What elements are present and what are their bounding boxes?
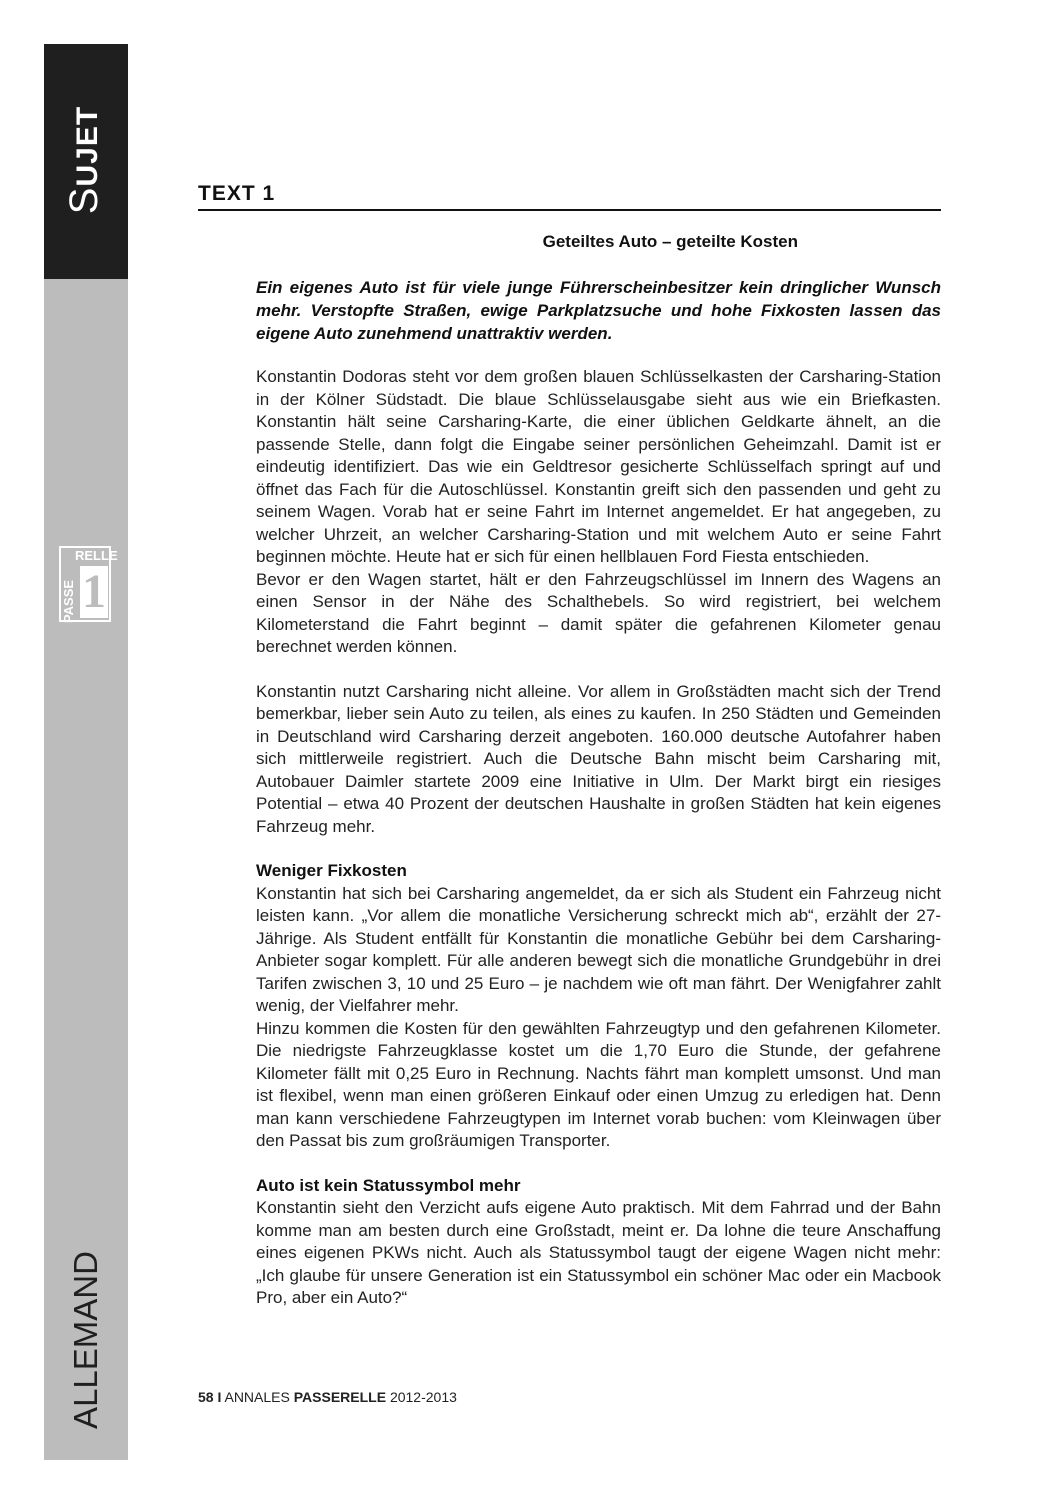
section-label: SUJET: [62, 105, 106, 215]
paragraph: Konstantin Dodoras steht vor dem großen blauen Schlüsselkasten der Carsharing-Station in der Kölner Südstadt. Die blaue Schlüsselausgabe sieht aus wie ein Briefkasten. Konstantin hält seine Carsharing-Karte, die einer üblichen Geldkarte ähnelt, an die passende Stelle, dann folgt die Eingabe seiner persönlichen Geheimzahl. Damit ist er eindeutig identifiziert. Das wie ein Geldtresor gesicherte Schlüsselfach springt auf und öffnet das Fach für die Autoschlüssel. Konstantin greift sich den passenden und geht zu seinem Wagen. Vorab hat er seine Fahrt im Internet angemeldet. Er hat angegeben, zu welcher Uhrzeit, an welcher Carsharing-Station und mit welchem Auto er seine Fahrt beginnen möchte. Heute hat er sich für einen hellblauen Ford Fiesta entschieden.: [256, 367, 941, 566]
paragraph: Konstantin nutzt Carsharing nicht alleine. Vor allem in Großstädten macht sich der Trend bemerkbar, lieber sein Auto zu teilen, als eines zu kaufen. In 250 Städten und Gemeinden in Deutschland wird Carsharing derzeit angeboten. 160.000 deutsche Autofahrer haben sich mittlerweile registriert. Auch die Deutsche Bahn mischt beim Carsharing mit, Autobauer Daimler startete 2009 eine Initiative in Ulm. Der Markt birgt ein riesiges Potential – etwa 40 Prozent der deutschen Haushalte in großen Städten hat kein eigenes Fahrzeug mehr.: [256, 681, 941, 836]
subject-label: ALLEMAND: [67, 1251, 104, 1429]
section-heading: Weniger Fixkosten: [256, 861, 407, 880]
text-heading: TEXT 1: [198, 182, 276, 205]
passerelle-logo: [59, 546, 118, 624]
article-lead: Ein eigenes Auto ist für viele junge Führerscheinbesitzer kein dringlicher Wunsch mehr. Verstopfte Straßen, ewige Parkplatzsuche und hohe Fixkosten lassen das eigene Auto zunehmend unattraktiv werden.: [256, 278, 941, 343]
paragraph: Konstantin hat sich bei Carsharing angemeldet, da er sich als Student ein Fahrzeug nicht leisten kann. „Vor allem die monatliche Versicherung schreckt mich ab“, erzählt der 27-Jährige. Als Student entfällt für Konstantin die monatliche Gebühr bei dem Carsharing-Anbieter sogar komplett. Für alle anderen bewegt sich die monatliche Grundgebühr in drei Tarifen zwischen 3, 10 und 25 Euro – je nachdem wie oft man fährt. Der Wenigfahrer zahlt wenig, der Vielfahrer mehr.: [256, 883, 941, 1015]
paragraph: Konstantin sieht den Verzicht aufs eigene Auto praktisch. Mit dem Fahrrad und der Bahn komme man am besten durch eine Großstadt, meint er. Da lohne die teure Anschaffung eines eigenen PKWs nicht. Auch als Statussymbol taugt der eigene Wagen nicht mehr: „Ich glaube für unsere Generation ist ein Statussymbol ein schöner Mac oder ein Macbook Pro, aber ein Auto?“: [256, 1198, 941, 1307]
section-heading: Auto ist kein Statussymbol mehr: [256, 1175, 521, 1195]
footer-years: 2012-2013: [389, 1389, 457, 1405]
footer-separator: I: [217, 1389, 222, 1405]
paragraph: Bevor er den Wagen startet, hält er den Fahrzeugschlüssel im Innern des Wagens an einen Sensor in der Nähe des Schalthebels. So wird registriert, bei welchem Kilometerstand die Fahrt beginnt – damit später die gefahrenen Kilometer genau berechnet werden können.: [256, 569, 941, 656]
footer-label: ANNALES: [224, 1389, 290, 1405]
page-number: 58: [198, 1389, 214, 1405]
paragraph: Hinzu kommen die Kosten für den gewählten Fahrzeugtyp und den gefahrenen Kilometer. Die niedrigste Fahrzeugklasse kostet um die 1,70 Euro die Stunde, der gefahrene Kilometer fällt mit 0,25 Euro in Rechnung. Nachts fährt man komplett umsonst. Und man ist flexibel, wenn man einen größeren Einkauf oder einen Umzug zu erledigen hat. Denn man kann verschiedene Fahrzeugtypen im Internet vorab buchen: vom Kleinwagen über den Passat bis zum großräumigen Transporter.: [256, 1018, 941, 1150]
page-footer: [198, 1389, 457, 1405]
logo-digit: 1: [82, 565, 106, 618]
logo-text-side: PASSE: [61, 579, 77, 624]
article-title: Geteiltes Auto – geteilte Kosten: [542, 232, 798, 251]
logo-text-top: RELLE: [75, 548, 118, 563]
article-body: [256, 366, 941, 1310]
heading-rule: [198, 209, 941, 211]
footer-brand: PASSERELLE: [293, 1389, 387, 1405]
